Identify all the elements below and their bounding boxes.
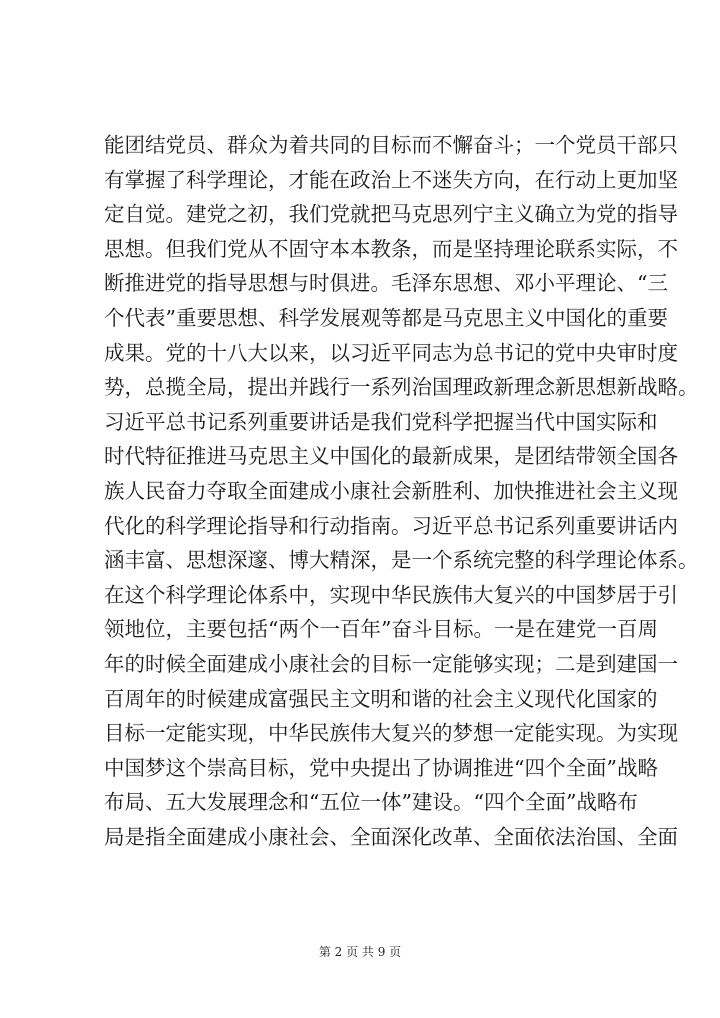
- text-line: 成果。党的十八大以来，以习近平同志为总书记的党中央审时度: [104, 340, 678, 365]
- text-line: 年的时候全面建成小康社会的目标一定能够实现；二是到建国一: [104, 651, 678, 676]
- text-line: 局是指全面建成小康社会、全面深化改革、全面依法治国、全面: [104, 824, 678, 849]
- text-line: 有掌握了科学理论，才能在政治上不迷失方向，在行动上更加坚: [104, 167, 678, 192]
- text-line: 代化的科学理论指导和行动指南。习近平总书记系列重要讲话内: [104, 513, 678, 538]
- text-line: 势，总揽全局，提出并践行一系列治国理政新理念新思想新战略。: [104, 375, 699, 400]
- text-line: 定自觉。建党之初，我们党就把马克思列宁主义确立为党的指导: [104, 202, 678, 227]
- text-line: 在这个科学理论体系中，实现中华民族伟大复兴的中国梦居于引: [104, 582, 678, 607]
- text-line: 个代表”重要思想、科学发展观等都是马克思主义中国化的重要: [104, 305, 668, 330]
- text-line: 习近平总书记系列重要讲话是我们党科学把握当代中国实际和: [104, 409, 658, 434]
- text-line: 思想。但我们党从不固守本本教条，而是坚持理论联系实际，不: [104, 236, 678, 261]
- text-line: 族人民奋力夺取全面建成小康社会新胜利、加快推进社会主义现: [104, 478, 678, 503]
- text-line: 断推进党的指导思想与时俱进。毛泽东思想、邓小平理论、“三: [104, 271, 668, 296]
- text-line: 时代特征推进马克思主义中国化的最新成果，是团结带领全国各: [104, 444, 678, 469]
- page-number-footer: 第 2 页 共 9 页: [318, 945, 402, 959]
- body-text: [104, 128, 699, 854]
- text-line: 百周年的时候建成富强民主文明和谐的社会主义现代化国家的: [104, 686, 658, 711]
- text-line: 中国梦这个崇高目标，党中央提出了协调推进“四个全面”战略: [104, 755, 658, 780]
- text-line: 能团结党员、群众为着共同的目标而不懈奋斗；一个党员干部只: [104, 133, 678, 157]
- text-line: 目标一定能实现，中华民族伟大复兴的梦想一定能实现。为实现: [104, 721, 678, 746]
- text-line: 领地位，主要包括“两个一百年”奋斗目标。一是在建党一百周: [104, 617, 658, 642]
- text-line: 涵丰富、思想深邃、博大精深，是一个系统完整的科学理论体系。: [104, 548, 699, 573]
- text-line: 布局、五大发展理念和“五位一体”建设。“四个全面”战略布: [104, 790, 638, 815]
